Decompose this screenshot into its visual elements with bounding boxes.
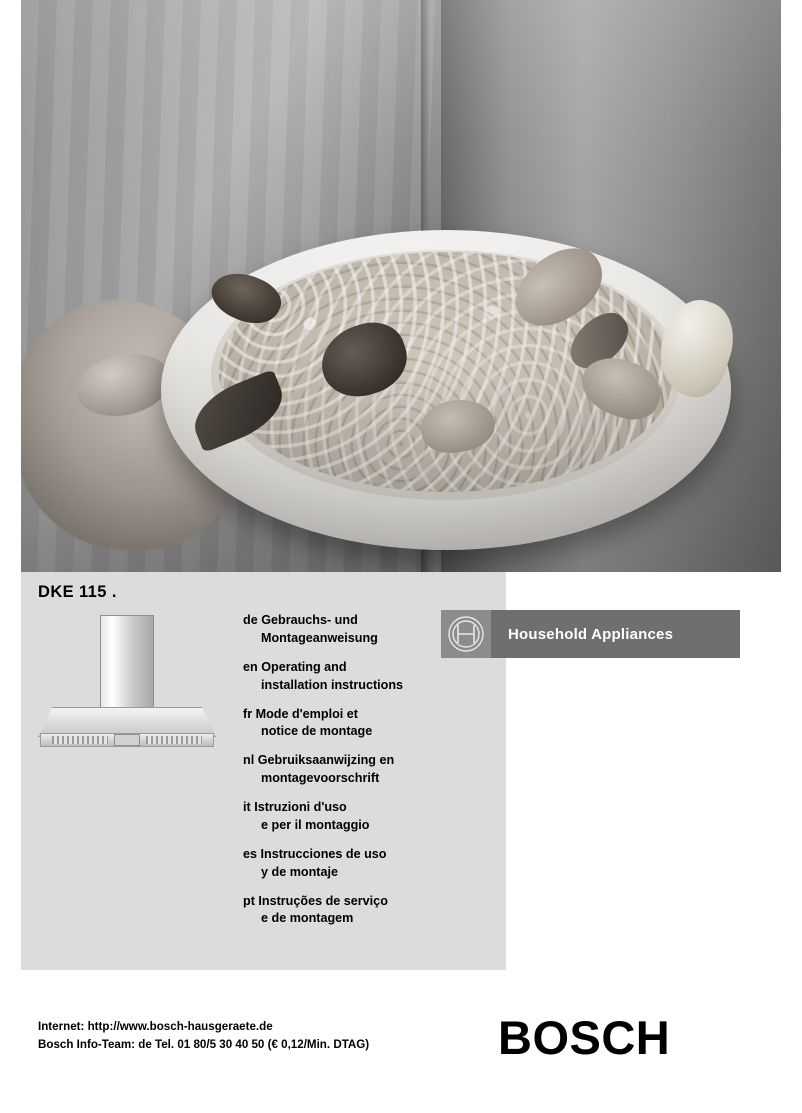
lang-line1: Istruzioni d'uso	[254, 800, 347, 814]
lang-line2: Montageanweisung	[261, 630, 378, 645]
lang-line1: Gebruiksaanwijzing en	[257, 753, 395, 768]
lang-code: nl	[243, 753, 255, 768]
lang-code: en	[243, 659, 258, 674]
list-item	[243, 846, 443, 882]
cover-photo	[21, 0, 781, 572]
lang-line1: Gebrauchs- und	[261, 613, 358, 627]
lang-line1: Instrucciones de uso	[260, 846, 387, 861]
lang-code: fr	[243, 706, 253, 721]
list-item	[243, 752, 443, 788]
lang-line1: Operating and	[261, 659, 347, 674]
list-item	[243, 612, 443, 648]
lang-code: pt	[243, 893, 255, 908]
household-appliances-label: Household Appliances	[508, 625, 674, 643]
bosch-anchor-logo-icon	[441, 610, 491, 658]
lang-code: de	[243, 613, 258, 627]
household-appliances-bar	[441, 610, 740, 658]
lang-line2: e de montagem	[261, 911, 354, 926]
lang-line2: installation instructions	[261, 677, 404, 692]
lang-line2: montagevoorschrift	[261, 771, 380, 786]
list-item	[243, 893, 443, 929]
lang-line2: y de montaje	[261, 864, 338, 879]
lang-code: es	[243, 846, 258, 861]
lang-line1: Mode d'emploi et	[255, 706, 358, 721]
footer-internet: Internet: http://www.bosch-hausgeraete.de	[38, 1020, 273, 1033]
lang-line2: notice de montage	[261, 724, 373, 739]
list-item	[243, 706, 443, 742]
hood-filter-left	[52, 736, 108, 744]
list-item	[243, 659, 443, 695]
cooker-hood-illustration	[38, 615, 216, 760]
footer-info-team: Bosch Info-Team: de Tel. 01 80/5 30 40 50 (€ 0,12/Min. DTAG)	[38, 1037, 370, 1051]
lang-line1: Instruções de serviço	[258, 893, 388, 908]
model-number: DKE 115 .	[38, 583, 117, 601]
bosch-wordmark: BOSCH	[498, 1011, 671, 1064]
list-item	[243, 799, 443, 835]
lang-code: it	[243, 800, 251, 814]
hood-filter-right	[146, 736, 202, 744]
language-list	[243, 612, 443, 939]
footer-contact	[38, 1018, 369, 1054]
hood-control-panel	[114, 734, 140, 746]
photo-shading-overlay	[21, 0, 781, 572]
lang-line2: e per il montaggio	[261, 817, 370, 832]
hood-chimney	[100, 615, 154, 711]
